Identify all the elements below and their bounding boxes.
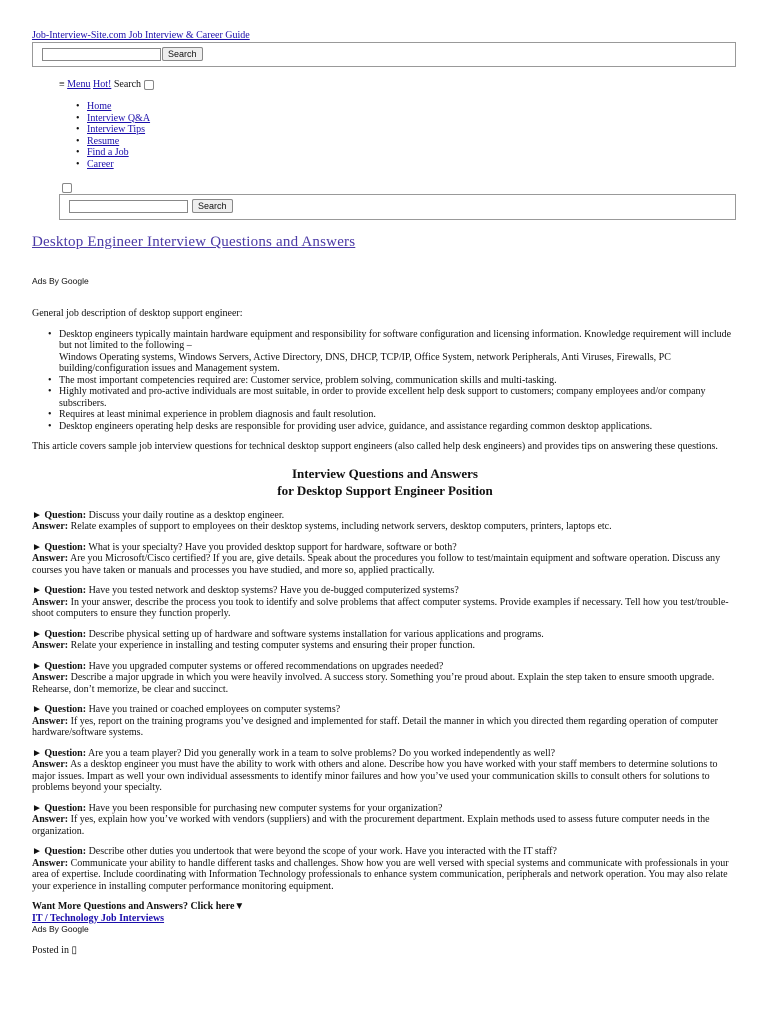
list-item: • Highly motivated and pro-active individuals are most suitable, in order to provide excellent help desk support to customers; company employees and/or company subscribers. [59, 386, 738, 409]
qa-item: ► Question: Have you trained or coached employees on computer systems? Answer: If yes, report on the training programs you’ve designed and implemented for staff. Detail the manner in which you directed them regarding operation of computer hardware/software systems. [32, 704, 718, 738]
nav-item-find-a-job [87, 147, 150, 159]
more-questions-block [32, 901, 738, 936]
nav-link-home[interactable]: Home [87, 101, 112, 112]
ads-label: Ads By Google [32, 276, 89, 286]
job-description-list [32, 329, 738, 433]
qa-item: ► Question: Describe physical setting up of hardware and software systems installation for various applications and programs. Answer: Relate your experience in installing and testing computer systems and ensuring their proper function. [32, 628, 544, 651]
nav-item-interview-tips [87, 124, 150, 136]
folder-icon: ▯ [71, 944, 77, 956]
posted-in: Posted in ▯ [32, 944, 77, 956]
top-search-form [32, 42, 736, 67]
nav-link-interview-tips[interactable]: Interview Tips [87, 124, 146, 136]
section-subheading: Interview Questions and Answers for Desktop Support Engineer Position [277, 465, 493, 498]
hot-link[interactable]: Hot! [92, 79, 112, 90]
list-item: • Desktop engineers typically maintain hardware equipment and responsibility for software configuration and licensing information. Knowledge requirement will include but not limited to the following – Windows Operating systems, Windows Servers, Active Directory, DNS, DHCP, TCP/IP, Office System, network Peripherals, Anti Viruses, Firewalls, PC building/configuration issues and Management system. [59, 329, 738, 375]
list-item: • The most important competencies required are: Customer service, problem solving, communication skills and multi-tasking. [59, 375, 738, 387]
top-search-button[interactable]: Search [162, 47, 203, 61]
qa-item: ► Question: Have you upgraded computer systems or offered recommendations on upgrades needed? Answer: Describe a major upgrade in which you were heavily involved. A success story. Something you’re proud about. Explain the step taken to ensure smooth upgrade. Rehearse, don’t memorize, be clear and succinct. [32, 660, 715, 695]
list-item: • Desktop engineers operating help desks are responsible for providing user advice, guidance, and assistance regarding common desktop applications. [59, 421, 738, 433]
secondary-search-checkbox[interactable] [62, 183, 72, 193]
nav-link-resume[interactable]: Resume [87, 135, 120, 147]
nav-link-career[interactable]: Career [87, 158, 114, 170]
list-item: • Requires at least minimal experience in problem diagnosis and fault resolution. [59, 409, 738, 421]
summary-text: This article covers sample job interview questions for technical desktop support engineers (also called help desk engineers) and provides tips on answering these questions. [32, 441, 718, 452]
secondary-search-input[interactable] [69, 200, 188, 213]
nav-list [87, 101, 150, 171]
search-toggle-checkbox[interactable] [144, 80, 154, 90]
qa-item: ► Question: Describe other duties you undertook that were beyond the scope of your work. Have you interacted with the IT staff? Answer: Communicate your ability to handle different tasks and challenges. Show how you are well versed with special systems and communicate with professionals in your area of expertise. Include coordinating with Information Technology professionals to enhance system communication, peripherals and network operation. You may also relate your experience in installing computer performance monitoring equipment. [32, 846, 729, 892]
article-body [32, 308, 738, 956]
qa-item: ► Question: Have you tested network and desktop systems? Have you de-bugged computerized systems? Answer: In your answer, describe the process you took to identify and solve problems that affect computer systems. Provide examples if necessary. Tell how you test/trouble-shoot computers to ensure they function properly. [32, 585, 729, 619]
nav-item-resume [87, 136, 150, 148]
qa-item: ► Question: What is your specialty? Have you provided desktop support for hardware, software or both? Answer: Are you Microsoft/Cisco certified? If you are, give details. Speak about the procedures you follow to test/maintain equipment and software operation. Discuss any courses you have taken or manuals and processes you have studied, and more so, applied practically. [32, 541, 721, 576]
ads-label-bottom: Ads By Google [32, 924, 89, 934]
menu-link[interactable]: Menu [67, 79, 91, 90]
qa-item: ► Question: Are you a team player? Did you generally work in a team to solve problems? Do you worked independently as well? Answer: As a desktop engineer you must have the ability to work with others and alone. Describe how you have worked with your staff members to determine solutions to major issues. Impart as well your own individual assessments to identify minor failures and how you’ve used your communication skills to consult others for solutions to problems beyond your specialty. [32, 747, 718, 793]
secondary-search-form [59, 194, 736, 220]
more-questions-text[interactable]: Want More Questions and Answers? Click here▼ [32, 901, 245, 912]
search-toggle-label[interactable]: Search [113, 79, 142, 90]
nav-bar [59, 79, 154, 91]
intro-text: General job description of desktop support engineer: [32, 308, 243, 319]
nav-link-interview-qa[interactable]: Interview Q&A [87, 112, 151, 124]
nav-item-home [87, 101, 150, 113]
menu-icon[interactable]: ≡ [59, 79, 65, 90]
nav-item-career [87, 159, 150, 171]
nav-item-interview-qa [87, 113, 150, 125]
nav-link-find-a-job[interactable]: Find a Job [87, 147, 129, 159]
top-search-input[interactable] [42, 48, 161, 61]
qa-item: ► Question: Have you been responsible for purchasing new computer systems for your organization? Answer: If yes, explain how you’ve worked with vendors (suppliers) and with the procurement department. Explain methods used to assess future computer needs in the organization. [32, 802, 710, 837]
secondary-search-button[interactable]: Search [192, 199, 233, 213]
it-technology-link[interactable]: IT / Technology Job Interviews [32, 912, 165, 924]
site-title-link[interactable]: Job-Interview-Site.com Job Interview & Career Guide [32, 30, 250, 41]
qa-item: ► Question: Discuss your daily routine as a desktop engineer. Answer: Relate examples of support to employees on their desktop systems, including network servers, desktop computers, printers, laptops etc. [32, 509, 612, 532]
page-title[interactable]: Desktop Engineer Interview Questions and Answers [32, 234, 356, 250]
